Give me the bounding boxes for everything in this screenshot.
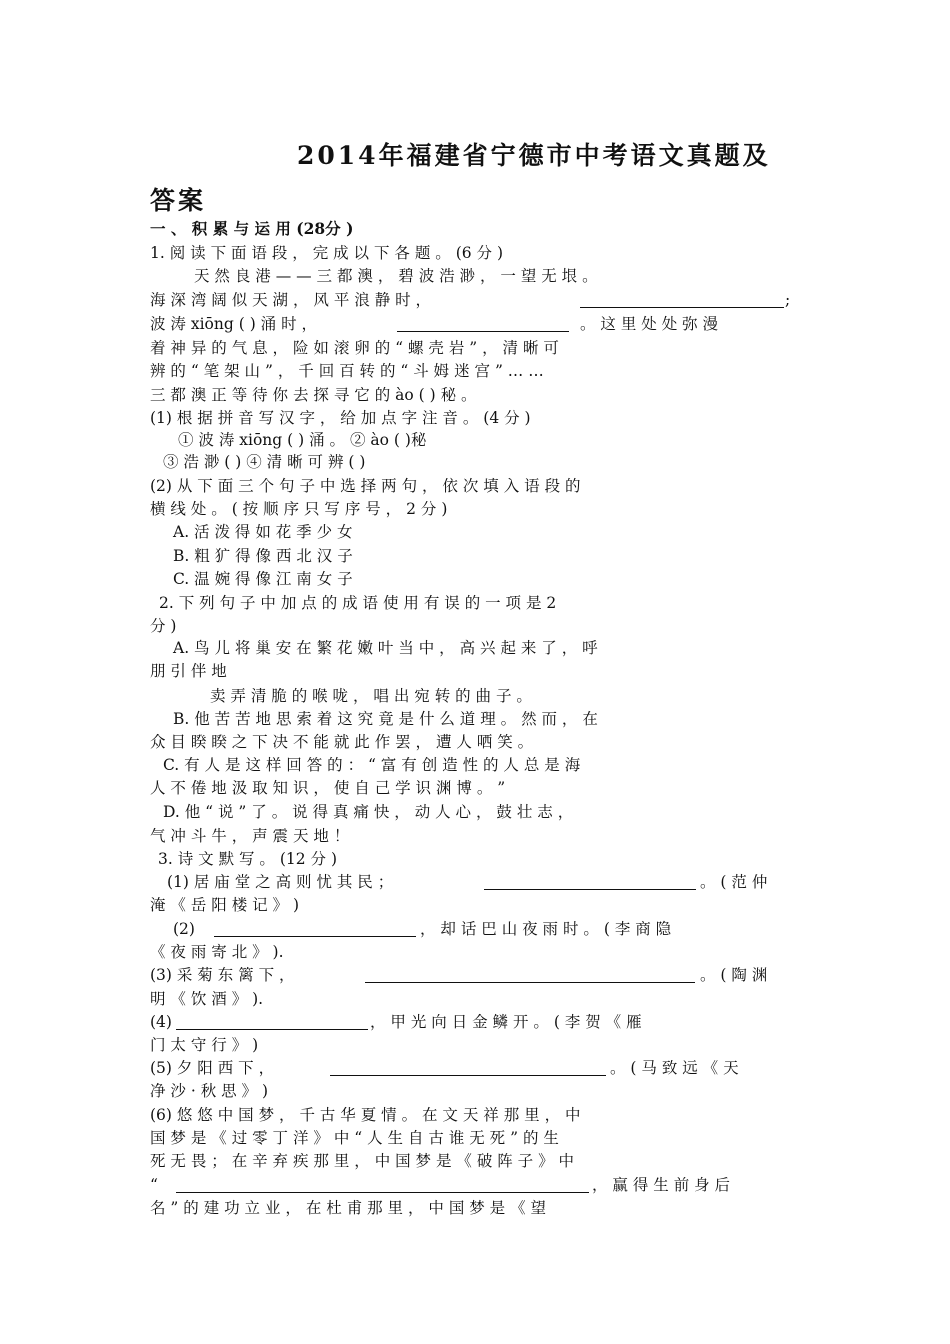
text-line: (1) 居 庙 堂 之 高 则 忧 其 民 ； (167, 873, 394, 891)
text-line: 明 《 饮 酒 》 ). (150, 990, 264, 1008)
answer-blank[interactable] (484, 873, 696, 890)
document-title-line1: 2014年福建省宁德市中考语文真题及 (297, 141, 771, 170)
text-line: “ (150, 1176, 158, 1194)
text-line: ， 甲 光 向 日 金 鳞 开 。 ( 李 贺 《 雁 (370, 1013, 642, 1031)
text-line: 波 涛 xiōng ( ) 涌 时 ， (150, 315, 318, 333)
option-line: B. 他 苦 苦 地 思 索 着 这 究 竟 是 什 么 道 理 。 然 而 ， 在 (173, 710, 598, 728)
text-line: 净 沙 · 秋 思 》 ) (150, 1082, 269, 1100)
text-line: 分 ) (150, 617, 177, 635)
text-line: ; (785, 291, 791, 309)
option-line: D. 他 “ 说 ” 了 。 说 得 真 痛 快 ， 动 人 心 ， 鼓 壮 志 ， (163, 803, 574, 821)
text-line: 3. 诗 文 默 写 。 (12 分 ) (158, 850, 338, 868)
answer-blank[interactable] (330, 1059, 606, 1076)
text-line: 着 神 异 的 气 息 ， 险 如 滚 卵 的 “ 螺 壳 岩 ” ， 清 晰 可 (150, 339, 559, 357)
text-line: 门 太 守 行 》 ) (150, 1036, 259, 1054)
text-line: (2) (173, 920, 195, 938)
text-line: 。 ( 马 致 远 《 天 (610, 1059, 739, 1077)
answer-blank[interactable] (365, 966, 695, 983)
text-line: (5) 夕 阳 西 下 ， (150, 1059, 275, 1077)
text-line: 气 冲 斗 牛 ， 声 震 天 地 ！ (150, 827, 350, 845)
text-line: 辨 的 “ 笔 架 山 ” ， 千 回 百 转 的 “ 斗 姆 迷 宫 ” … … (150, 362, 544, 380)
option-line: C. 有 人 是 这 样 回 答 的 ： “ 富 有 创 造 性 的 人 总 是 海 (163, 756, 581, 774)
text-line: 众 目 睽 睽 之 下 决 不 能 就 此 作 罢 ， 遭 人 哂 笑 。 (150, 733, 534, 751)
text-line: (1) 根 据 拼 音 写 汉 字 ， 给 加 点 字 注 音 。 (4 分 ) (150, 409, 531, 427)
answer-blank[interactable] (397, 315, 569, 332)
text-line: ， 却 话 巴 山 夜 雨 时 。 ( 李 商 隐 (420, 920, 672, 938)
document-title-line2: 答案 (150, 186, 207, 215)
text-line: ③ 浩 渺 ( ) ④ 清 晰 可 辨 ( ) (163, 453, 366, 471)
text-line: 《 夜 雨 寄 北 》 ). (150, 943, 284, 961)
text-line: 。 ( 陶 渊 (700, 966, 768, 984)
text-line: 1. 阅 读 下 面 语 段 ， 完 成 以 下 各 题 。 (6 分 ) (150, 244, 504, 262)
text-line: 。 ( 范 仲 (700, 873, 768, 891)
text-line: 2. 下 列 句 子 中 加 点 的 成 语 使 用 有 误 的 一 项 是 2 (159, 594, 557, 612)
text-line: (4) (150, 1013, 172, 1031)
text-line: 淹 《 岳 阳 楼 记 》 ) (150, 896, 300, 914)
text-line: 死 无 畏 ； 在 辛 弃 疾 那 里 ， 中 国 梦 是 《 破 阵 子 》 中 (150, 1152, 575, 1170)
section-heading: 一 、 积 累 与 运 用 (28分 ) (150, 219, 354, 238)
text-line: 。 这 里 处 处 弥 漫 (580, 315, 719, 333)
text-line: ， 赢 得 生 前 身 后 (592, 1176, 731, 1194)
answer-blank[interactable] (176, 1013, 368, 1030)
answer-blank[interactable] (176, 1176, 589, 1193)
option-line: A. 活 泼 得 如 花 季 少 女 (173, 523, 353, 541)
text-line: (2) 从 下 面 三 个 句 子 中 选 择 两 句 ， 依 次 填 入 语 段 的 (150, 477, 581, 495)
text-line: 名 ” 的 建 功 立 业 ， 在 杜 甫 那 里 ， 中 国 梦 是 《 望 (150, 1199, 547, 1217)
text-line: 横 线 处 。 ( 按 顺 序 只 写 序 号 ， 2 分 ) (150, 500, 448, 518)
text-line: 人 不 倦 地 汲 取 知 识 ， 使 自 己 学 识 渊 博 。 ” (150, 779, 506, 797)
option-line: A. 鸟 儿 将 巢 安 在 繁 花 嫩 叶 当 中 ， 高 兴 起 来 了 ， 呼 (173, 639, 598, 657)
option-line: B. 粗 犷 得 像 西 北 汉 子 (173, 547, 353, 565)
text-line: 三 都 澳 正 等 待 你 去 探 寻 它 的 ào ( ) 秘 。 (150, 386, 477, 404)
answer-blank[interactable] (214, 920, 416, 937)
text-line: (3) 采 菊 东 篱 下 ， (150, 966, 295, 984)
text-line: (6) 悠 悠 中 国 梦 ， 千 古 华 夏 情 。 在 文 天 祥 那 里 ， 中 (150, 1106, 581, 1124)
text-line: 海 深 湾 阔 似 天 湖 ， 风 平 浪 静 时 ， (150, 291, 432, 309)
text-line: ① 波 涛 xiōng ( ) 涌 。 ② ào ( )秘 (178, 431, 427, 449)
text-line: 国 梦 是 《 过 零 丁 洋 》 中 “ 人 生 自 古 谁 无 死 ” 的 生 (150, 1129, 559, 1147)
text-line: 朋 引 伴 地 (150, 662, 227, 680)
option-line: C. 温 婉 得 像 江 南 女 子 (173, 570, 353, 588)
text-line: 天 然 良 港 — — 三 都 澳 ， 碧 波 浩 渺 ， 一 望 无 垠 。 (194, 267, 598, 285)
answer-blank[interactable] (580, 291, 784, 308)
text-line: 卖 弄 清 脆 的 喉 咙 ， 唱 出 宛 转 的 曲 子 。 (210, 687, 532, 705)
